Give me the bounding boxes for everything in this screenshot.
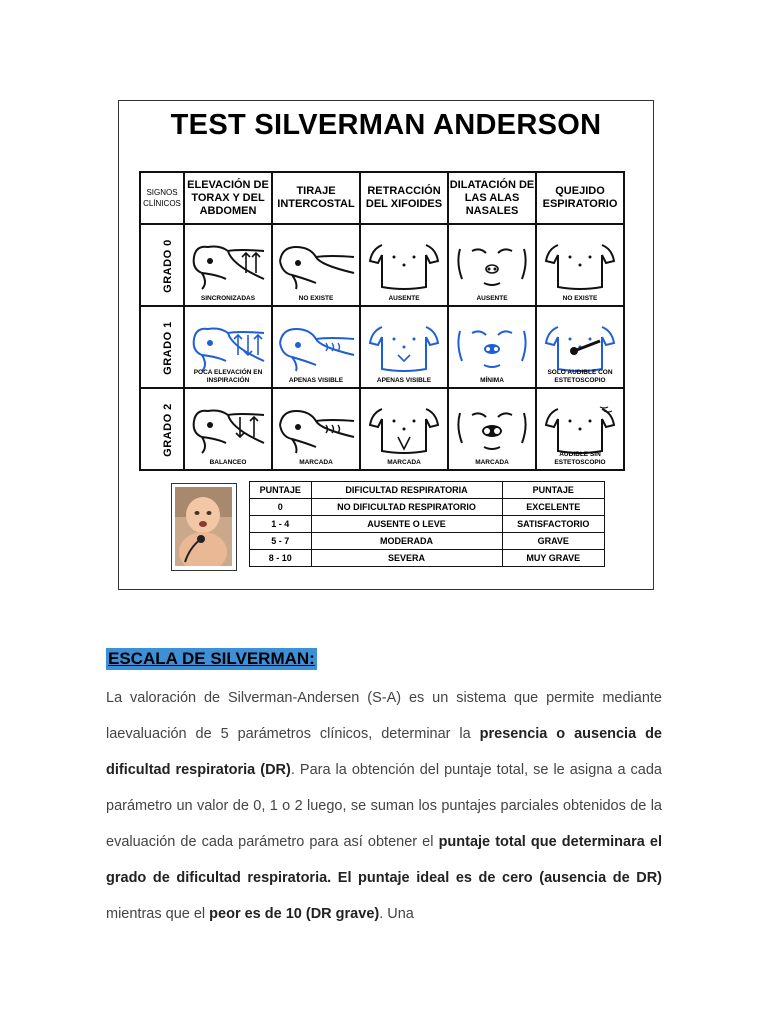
signs-header-row <box>140 172 624 224</box>
intercostal-illustration <box>273 403 359 457</box>
score-result: GRAVE <box>502 533 604 550</box>
score-header-puntaje: PUNTAJE <box>250 482 312 499</box>
grade-label-cell <box>140 224 184 306</box>
sign-cell <box>184 224 272 306</box>
score-difficulty: AUSENTE O LEVE <box>311 516 502 533</box>
xiphoid-illustration <box>361 403 447 457</box>
header-quejido: QUEJIDO ESPIRATORIO <box>536 172 624 224</box>
signs-table <box>139 171 625 471</box>
grade-row <box>140 306 624 388</box>
section-paragraph <box>106 680 662 932</box>
header-retraccion: RETRACCIÓN DEL XIFOIDES <box>360 172 448 224</box>
sign-cell <box>536 306 624 388</box>
score-header-dificultad: DIFICULTAD RESPIRATORIA <box>311 482 502 499</box>
sign-caption: NO EXISTE <box>298 295 334 302</box>
score-table <box>249 481 605 567</box>
score-header-row <box>250 482 605 499</box>
score-row <box>250 550 605 567</box>
paragraph-emphasis: peor es de 10 (DR grave) <box>209 906 380 922</box>
sign-caption: MARCADA <box>475 459 509 466</box>
torso-side-illustration <box>185 321 271 375</box>
sign-caption: SINCRONIZADAS <box>200 295 256 302</box>
score-value: 8 - 10 <box>250 550 312 567</box>
sign-caption: AUSENTE <box>476 295 508 302</box>
sign-caption: APENAS VISIBLE <box>376 377 432 384</box>
sign-caption: APENAS VISIBLE <box>288 377 344 384</box>
sign-cell <box>448 224 536 306</box>
sign-cell <box>360 306 448 388</box>
sign-cell <box>448 306 536 388</box>
chest-front-illustration <box>537 239 623 293</box>
score-value: 0 <box>250 499 312 516</box>
score-row <box>250 499 605 516</box>
paragraph-text: evaluación de 5 parámetros clínicos, determinar la <box>117 726 480 742</box>
score-difficulty: NO DIFICULTAD RESPIRATORIO <box>311 499 502 516</box>
sign-caption: AUSENTE <box>388 295 420 302</box>
grade-label: GRADO 2 <box>161 403 174 457</box>
score-row <box>250 533 605 550</box>
baby-photo <box>171 483 237 571</box>
score-value: 5 - 7 <box>250 533 312 550</box>
paragraph-text: La valoración de Silverman-Andersen (S-A) es un sistema que permite mediante la <box>106 690 662 742</box>
score-result: SATISFACTORIO <box>502 516 604 533</box>
section-heading: ESCALA DE SILVERMAN: <box>108 649 315 668</box>
xiphoid-illustration <box>361 239 447 293</box>
xiphoid-illustration <box>361 321 447 375</box>
header-tiraje: TIRAJE INTERCOSTAL <box>272 172 360 224</box>
score-value: 1 - 4 <box>250 516 312 533</box>
score-result: MUY GRAVE <box>502 550 604 567</box>
torso-side-illustration <box>185 239 271 293</box>
paragraph-emphasis: presencia o ausencia de dificultad respiratoria (DR) <box>106 726 663 778</box>
sign-cell <box>360 224 448 306</box>
score-result: EXCELENTE <box>502 499 604 516</box>
silverman-anderson-figure <box>118 100 654 590</box>
sign-caption: MARCADA <box>299 459 333 466</box>
header-elevacion: ELEVACIÓN DE TORAX Y DEL ABDOMEN <box>184 172 272 224</box>
paragraph-emphasis: puntaje total que determinara el grado de dificultad respiratoria. El puntaje ideal es de cero (ausencia de DR) <box>106 834 662 886</box>
sign-cell <box>184 306 272 388</box>
baby-photo-image <box>175 487 232 566</box>
paragraph-text: . Una <box>379 906 414 922</box>
sign-caption: MÍNIMA <box>480 377 504 384</box>
sign-caption: BALANCEO <box>209 459 247 466</box>
intercostal-illustration <box>273 239 359 293</box>
header-signos: SIGNOS CLÍNICOS <box>140 172 184 224</box>
grade-label: GRADO 0 <box>161 239 174 293</box>
intercostal-illustration <box>273 321 359 375</box>
nose-illustration <box>449 321 535 375</box>
sign-cell <box>272 224 360 306</box>
sign-caption: NO EXISTE <box>562 295 598 302</box>
torso-side-illustration <box>185 403 271 457</box>
sign-cell <box>272 388 360 470</box>
grade-row <box>140 388 624 470</box>
sign-cell <box>448 388 536 470</box>
grade-label: GRADO 1 <box>161 321 174 375</box>
header-dilatacion: DILATACIÓN DE LAS ALAS NASALES <box>448 172 536 224</box>
grade-label-cell <box>140 306 184 388</box>
score-difficulty: SEVERA <box>311 550 502 567</box>
sign-caption: MARCADA <box>387 459 421 466</box>
paragraph-text: . Para la obtención del puntaje total, se le asigna a cada parámetro un valor de 0, 1 o 2 luego, se suman los puntajes parciales obtenidos de la evaluación de cada parámetro para así obtener el <box>106 762 662 850</box>
grade-label-cell <box>140 388 184 470</box>
sign-cell <box>536 388 624 470</box>
nose-illustration <box>449 239 535 293</box>
sign-cell <box>536 224 624 306</box>
score-difficulty: MODERADA <box>311 533 502 550</box>
sign-caption: SOLO AUDIBLE CON ESTETOSCOPIO <box>547 369 613 384</box>
sign-cell <box>360 388 448 470</box>
score-header-resultado: PUNTAJE <box>502 482 604 499</box>
nose-illustration <box>449 403 535 457</box>
sign-caption: AUDIBLE SIN ESTETOSCOPIO <box>554 451 606 466</box>
sign-cell <box>272 306 360 388</box>
figure-title: TEST SILVERMAN ANDERSON <box>170 109 602 141</box>
grade-row <box>140 224 624 306</box>
paragraph-text: mientras que el <box>106 906 210 922</box>
sign-caption: POCA ELEVACIÓN EN INSPIRACIÓN <box>193 369 263 384</box>
score-row <box>250 516 605 533</box>
sign-cell <box>184 388 272 470</box>
chest-front-illustration <box>537 403 623 457</box>
chest-front-illustration <box>537 321 623 375</box>
